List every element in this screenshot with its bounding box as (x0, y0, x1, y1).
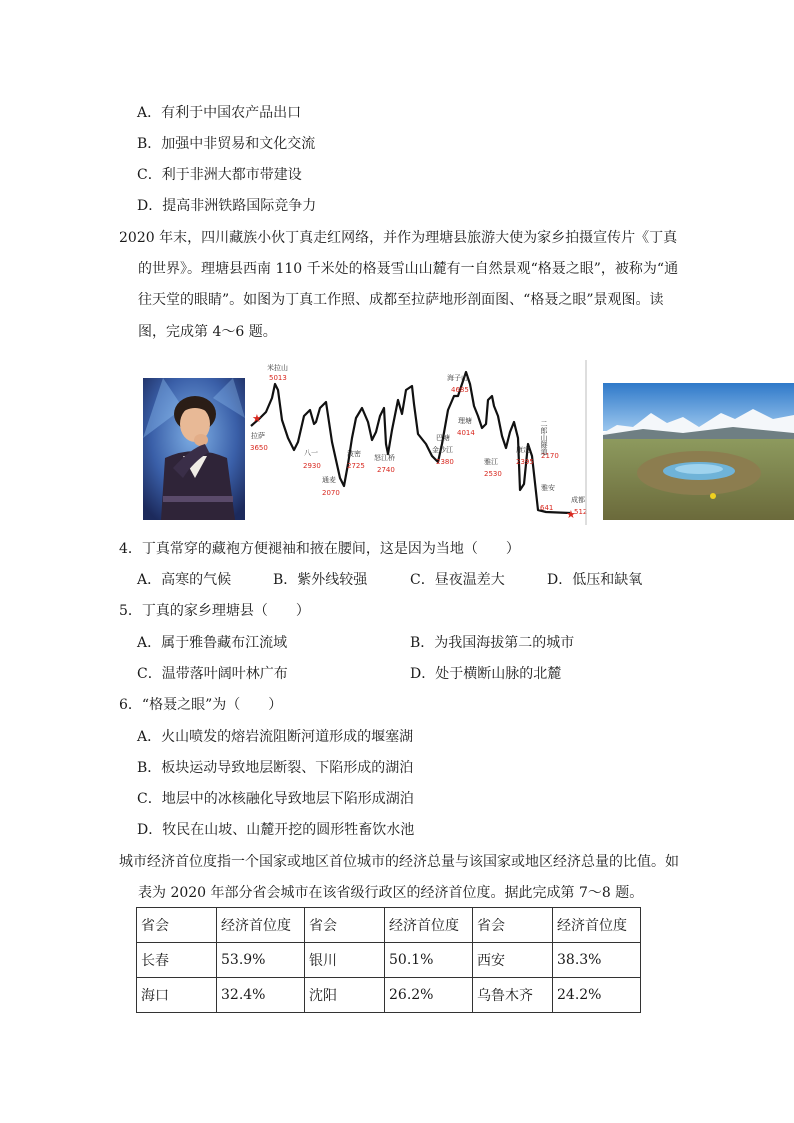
header-cell: 省会 (137, 908, 217, 943)
q3-option-b: B．加强中非贸易和文化交流 (137, 136, 316, 152)
elev-milashan: 5013 (269, 374, 287, 382)
header-cell: 省会 (473, 908, 553, 943)
table-cell: 长春 (137, 943, 217, 978)
elev-bayi: 2930 (303, 462, 321, 470)
elev-lhasa: 3650 (250, 444, 268, 452)
table-cell: 53.9% (217, 943, 305, 978)
label-yaan: 雅安 (541, 484, 555, 492)
q4-option-a: A．高寒的气候 (137, 572, 232, 588)
person-photo (143, 378, 245, 520)
elev-erlangshan: 2170 (541, 452, 559, 460)
elev-yaan: 641 (540, 504, 554, 512)
label-chengdu: 成都 (571, 496, 585, 504)
q3-option-d: D．提高非洲铁路国际竞争力 (137, 198, 317, 214)
label-litang: 理塘 (458, 417, 472, 425)
table-cell: 沈阳 (305, 978, 385, 1013)
chengdu-star-icon: ★ (566, 508, 576, 521)
intro2-line4: 图，完成第 4～6 题。 (138, 324, 277, 340)
elev-nujiangqiao: 2740 (377, 466, 395, 474)
lhasa-star-icon: ★ (252, 412, 262, 425)
table-cell: 24.2% (553, 978, 641, 1013)
label-bayi: 八一 (304, 449, 318, 457)
q6-stem: 6．“格聂之眼”为（ ） (119, 697, 283, 713)
table-cell: 西安 (473, 943, 553, 978)
elev-tongmai: 2070 (322, 489, 340, 497)
terrain-profile (248, 360, 590, 525)
q5-option-c: C．温带落叶阔叶林广布 (137, 666, 288, 682)
label-kangding: 康定 (516, 446, 530, 454)
landscape-photo (603, 383, 794, 520)
q5-option-a: A．属于雅鲁藏布江流域 (137, 635, 288, 651)
label-lhasa: 拉萨 (251, 432, 265, 440)
q6-option-c: C．地层中的冰核融化导致地层下陷形成湖泊 (137, 791, 414, 807)
elev-bomi: 2725 (347, 462, 365, 470)
q5-option-b: B．为我国海拔第二的城市 (410, 635, 575, 651)
q5-option-d: D．处于横断山脉的北麓 (410, 666, 562, 682)
elev-chengdu: 512 (574, 508, 588, 516)
elev-jinshajiang: 2380 (436, 458, 454, 466)
label-erlangshan: 二郎山隧道 (540, 420, 548, 455)
table-header-row (137, 908, 641, 943)
primacy-table (136, 907, 641, 1013)
header-cell: 省会 (305, 908, 385, 943)
intro2-line3: 往天堂的眼睛”。如图为丁真工作照、成都至拉萨地形剖面图、“格聂之眼”景观图。读 (138, 292, 664, 308)
label-milashan: 米拉山 (267, 364, 288, 372)
intro3-line2: 表为 2020 年部分省会城市在该省级行政区的经济首位度。据此完成第 7～8 题。 (138, 885, 644, 901)
table-row (137, 978, 641, 1013)
label-batang: 巴塘 (436, 434, 450, 442)
elev-yajiang: 2530 (484, 470, 502, 478)
intro2-line1: 2020 年末，四川藏族小伙丁真走红网络，并作为理塘县旅游大使为家乡拍摄宣传片《丁真 (119, 230, 678, 246)
q6-option-a: A．火山喷发的熔岩流阻断河道形成的堰塞湖 (137, 729, 414, 745)
table-cell: 50.1% (385, 943, 473, 978)
table-cell: 38.3% (553, 943, 641, 978)
label-bomi: 波密 (347, 450, 361, 458)
profile-line (251, 372, 570, 513)
q4-option-c: C．昼夜温差大 (410, 572, 505, 588)
table-cell: 乌鲁木齐 (473, 978, 553, 1013)
q5-stem: 5．丁真的家乡理塘县（ ） (119, 603, 310, 619)
header-cell: 经济首位度 (217, 908, 305, 943)
label-jinshajiang: 金沙江 (432, 446, 453, 454)
table-cell: 26.2% (385, 978, 473, 1013)
q3-option-c: C．利于非洲大都市带建设 (137, 167, 302, 183)
q4-option-b: B．紫外线较强 (273, 572, 368, 588)
q6-option-d: D．牧民在山坡、山麓开挖的圆形牲畜饮水池 (137, 822, 415, 838)
table-cell: 银川 (305, 943, 385, 978)
label-nujiangqiao: 怒江桥 (374, 454, 395, 462)
table-cell: 32.4% (217, 978, 305, 1013)
intro2-line2: 的世界》。理塘县西南 110 千米处的格聂雪山山麓有一自然景观“格聂之眼”，被称为“通 (138, 261, 679, 277)
q3-option-a: A．有利于中国农产品出口 (137, 105, 302, 121)
label-haizishan: 海子山 (447, 374, 468, 382)
table-cell: 海口 (137, 978, 217, 1013)
intro3-line1: 城市经济首位度指一个国家或地区首位城市的经济总量与该国家或地区经济总量的比值。如 (119, 854, 679, 870)
header-cell: 经济首位度 (553, 908, 641, 943)
q6-option-b: B．板块运动导致地层断裂、下陷形成的湖泊 (137, 760, 414, 776)
elev-kangding: 2395 (516, 458, 534, 466)
q4-option-d: D．低压和缺氧 (547, 572, 643, 588)
label-tongmai: 通麦 (322, 476, 336, 484)
label-yajiang: 雅江 (484, 458, 498, 466)
header-cell: 经济首位度 (385, 908, 473, 943)
q4-stem: 4．丁真常穿的藏袍方便褪袖和掖在腰间，这是因为当地（ ） (119, 541, 520, 557)
elev-haizishan: 4685 (451, 386, 469, 394)
table-row (137, 943, 641, 978)
elev-litang: 4014 (457, 429, 475, 437)
